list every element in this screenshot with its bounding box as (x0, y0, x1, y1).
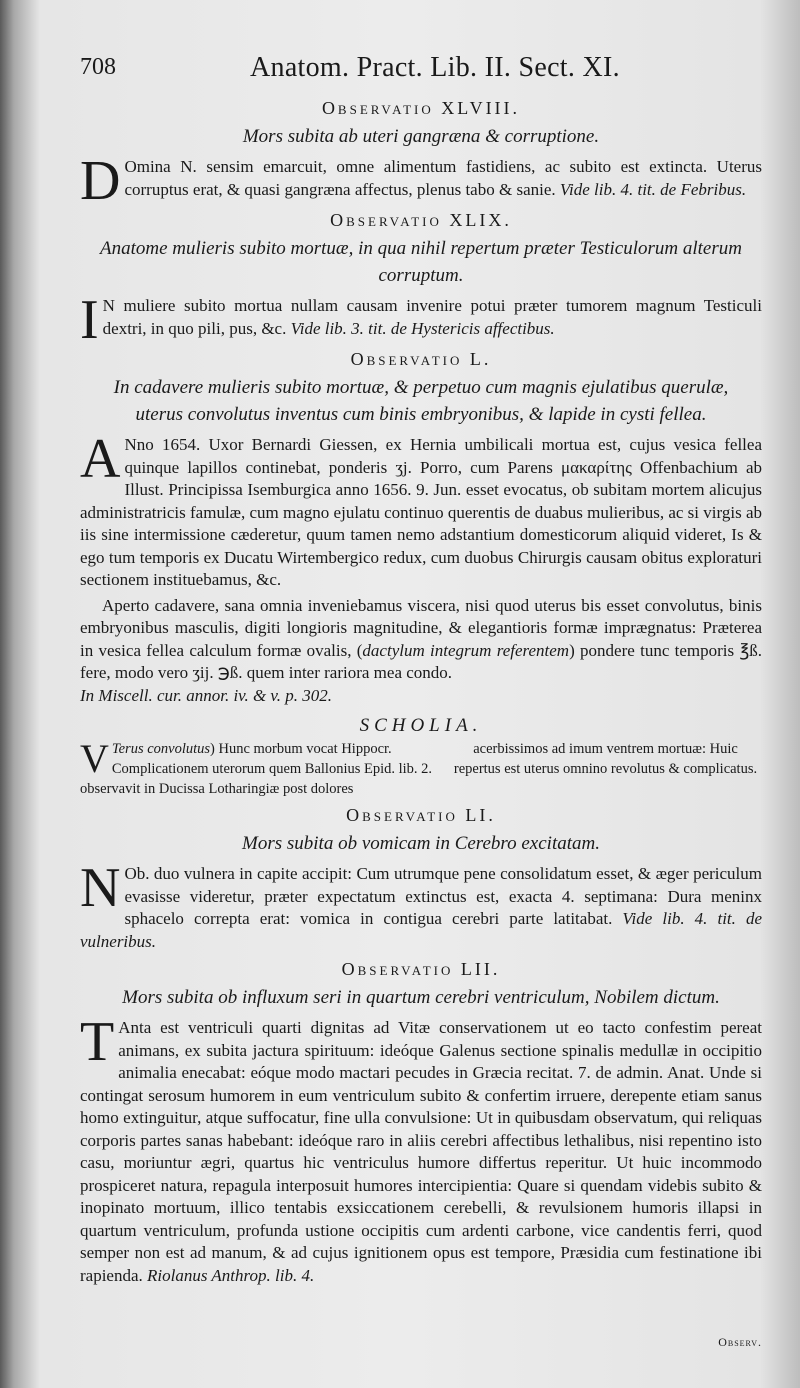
observation-49-text (80, 289, 762, 351)
cross-reference: Riolanus Anthrop. lib. 4. (147, 1265, 315, 1285)
scholia-column-2: acerbissimos ad imum ventrem mortuæ: Huic repertus est uterus omnino revolutus & complicatus. (453, 741, 758, 777)
catchword: Observ. (718, 1335, 762, 1349)
body-text: N muliere subito mortua nullam causam invenire potui præter tumorem magnum Testiculi dextri, in quo pili, pus, &c. (102, 296, 762, 338)
cross-reference: Vide lib. 4. tit. de Febribus. (559, 179, 747, 199)
observation-52-subtitle: Mors subita ob influxum seri in quartum cerebri ventriculum, Nobilem dictum. (122, 987, 720, 1008)
body-text: Ob. duo vulnera in capite accipit: Cum utrumque pene consolidatum esset, & æger periculum evasisse videretur, præter expectatum extinctus est, exacta 4. septimana: Dura meninx sphacelo correpta erat: vomica in contigua cerebri parte latitabat. (124, 864, 762, 928)
observation-51-text (80, 857, 763, 953)
body-text: Anta est ventriculi quarti dignitas ad Vitæ conservationem ut eo tacto confestim pereat animans, ex subita jactura spirituum: ideóque Galenus sectione spinalis medullæ in occipitio animalia enecabat: eóque modo mactari pecudes in Græcia recitat. 7. de admin. Anat. Unde si contingat serosum humorem in eum ventriculum subito & confertim irruere, derepente etiam sanus homo extinguitur, atque suffocatur, fine ulla convulsione: Ut in quibusdam observatum, qui reliquas corporis partes sanas habebant: ideóque raro in aliis cerebri affectibus lethalibus, nisi repentino isto casu, moriuntur ægri, quartus hic ventriculus humore differtus reperitur. Ut huic incommodo prospiceret natura, repagula interposuit humores intercipientia: Quare si quendam videbis subito & inopinato mortuum, illico tentabis exsiccationem cerebelli, & revulsionem humoris illapsi in quartum ventriculum, profunda ustione occipitis cum ardenti carbone, vice candentis ferri, quod semper non est ad manum, & ad cujus ignitionem opus est tempore, Præsidia cum festinatione ibi rapienda. (80, 1018, 762, 1285)
cross-reference: Vide lib. 3. tit. de Hystericis affectibus. (290, 318, 555, 338)
body-text: Omina N. sensim emarcuit, omne alimentum fastidiens, ac subito est extincta. Uterus corruptus erat, & quasi gangræna affectus, plenus tabo & sanie. (124, 157, 762, 199)
cross-reference: In Miscell. cur. annor. iv. & v. p. 302. (80, 685, 332, 705)
observation-48-title: Observatio XLVIII. (321, 98, 521, 118)
italic-phrase: dactylum integrum referentem (362, 640, 570, 660)
observation-50-title: Observatio L. (350, 349, 492, 369)
observation-52-text (80, 1011, 762, 1287)
running-head: Anatom. Pract. Lib. II. Sect. XI. (250, 52, 620, 83)
dropcap: V (80, 736, 109, 781)
scholia-title: SCHOLIA. (359, 715, 483, 736)
body-text: Aperto cadavere, sana omnia inveniebamus viscera, nisi quod uterus bis esset convolutus, binis embryonibus masculis, digiti longioris magnitudine, & elegantioris formæ imprægnatus: Præterea in vesica fellea calculum formæ ovalis, ( (80, 595, 762, 660)
page-header (80, 52, 762, 92)
observation-52-title: Observatio LII. (341, 959, 501, 979)
dropcap: D (80, 150, 121, 212)
dropcap: I (80, 289, 99, 351)
dropcap: T (80, 1011, 115, 1073)
scholia (80, 736, 762, 799)
page-number: 708 (80, 54, 116, 80)
observation-51-subtitle: Mors subita ob vomicam in Cerebro excitatam. (242, 833, 600, 854)
observation-50-text-2 (80, 595, 762, 708)
body-text: ) Hunc morbum vocat Hippocr. Complicationem uterorum quem Ballonius Epid. lib. 2. observavit in Ducissa Lotharingiæ post dolores (80, 741, 433, 797)
scholia-column-1 (80, 736, 435, 799)
italic-phrase: Terus convolutus (111, 741, 211, 757)
observation-50-subtitle: In cadavere mulieris subito mortuæ, & perpetuo cum magnis ejulatibus querulæ, uterus convolutus inventus cum binis embryonibus, & lapide in cysti fellea. (113, 377, 729, 425)
dropcap: N (80, 857, 121, 919)
cross-reference: Vide lib. 4. tit. de vulneribus. (80, 909, 763, 951)
dropcap: A (80, 428, 121, 490)
observation-48-subtitle: Mors subita ab uteri gangræna & corruptione. (242, 126, 600, 147)
observation-50-text (80, 428, 762, 592)
observation-49-title: Observatio XLIX. (330, 210, 512, 230)
body-text: ) pondere tunc temporis ℥ß. fere, modo vero ʒij. ℈ß. quem inter rariora mea condo. (80, 640, 763, 682)
observation-48-text (80, 150, 762, 212)
observation-51-title: Observatio LI. (346, 805, 496, 825)
body-text: Nno 1654. Uxor Bernardi Giessen, ex Hernia umbilicali mortua est, cujus vesica fellea quinque lapillos continebat, ponderis ʒj. Porro, cum Parens μακαρίτης Offenbachium ab Illust. Principissa Isemburgica anno 1656. 9. Jun. esset evocatus, ob subitam mortem alicujus administratricis famulæ, cum magno ejulatu continuo querentis de duabus mulieribus, ac si virgis ab iis sine intermissione cæderetur, quum tamen nemo adstantium domesticorum aliquid videret, Is & ego tum temporis ex Ducatu Wirtembergico redux, cum duobus Chirurgis causam obitus exploraturi sectionem instituebamus, &c. (80, 435, 762, 589)
observation-49-subtitle: Anatome mulieris subito mortuæ, in qua nihil repertum præter Testiculorum alterum corruptum. (100, 238, 742, 286)
